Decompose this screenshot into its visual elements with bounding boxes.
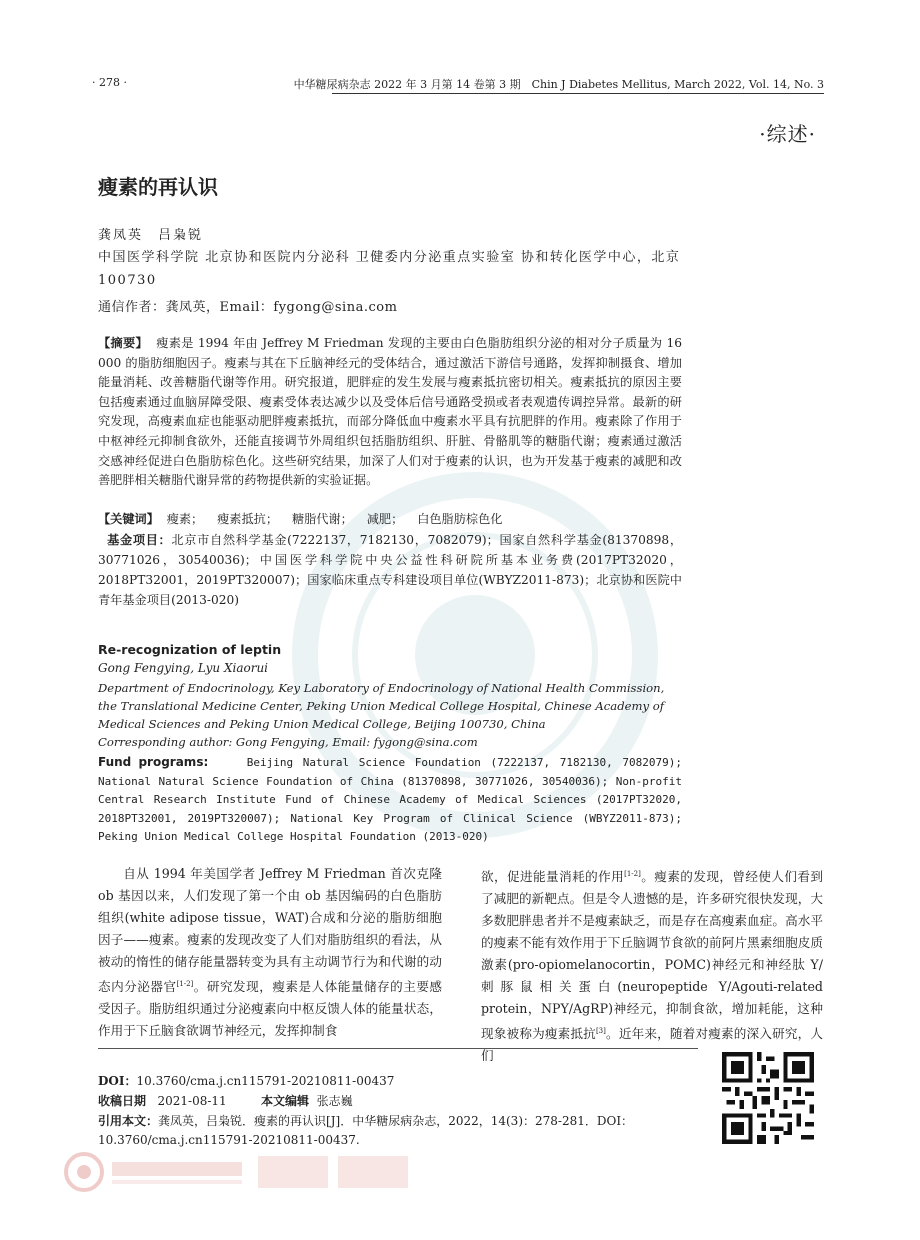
english-title: Re-recognization of leptin: [98, 642, 282, 657]
fund-programs: [98, 530, 682, 610]
journal-header: 中华糖尿病杂志 2022 年 3 月第 14 卷第 3 期 Chin J Diabetes Mellitus, March 2022, Vol. 14, No. 3: [293, 78, 824, 91]
abstract: [98, 334, 682, 491]
editor-name: 张志巍: [316, 1094, 353, 1108]
keywords-label: 【关键词】: [98, 512, 159, 526]
keyword-item: 瘦素；: [166, 512, 204, 526]
keywords: [98, 510, 682, 527]
body-text: 欲，促进能量消耗的作用: [481, 869, 625, 885]
authors: 龚凤英 吕枭锐: [98, 228, 204, 243]
received-label: 收稿日期: [98, 1094, 147, 1108]
header-rule: [332, 93, 824, 94]
keyword-item: 减肥；: [366, 512, 404, 526]
body-text: 。研究发现，瘦素是人体能量储存的主要感受因子。脂肪组织通过分泌瘦素向中枢反馈人体的能量状态，作用于下丘脑食欲调节神经元，发挥抑制食: [98, 979, 443, 1039]
section-tag: ·综述·: [759, 122, 816, 146]
english-authors: Gong Fengying, Lyu Xiaorui: [98, 661, 269, 675]
cite-label: 引用本文：: [98, 1114, 159, 1128]
fund-text: 北京市自然科学基金(7222137，7182130，7082079)；国家自然科学基金(81370898，30771026，30540036)；中国医学科学院中央公益性科研院所基本业务费(2017PT32020，2018PT32001，2019PT320007)；国家临床重点专科建设项目单位(WBYZ2011-873)；北京协和医院中青年基金项目(2013-020): [98, 533, 683, 607]
doi-label: DOI：: [98, 1074, 137, 1088]
keyword-item: 糖脂代谢；: [291, 512, 353, 526]
body-text: 自从 1994 年美国学者 Jeffrey M Friedman 首次克隆 ob 基因以来，人们发现了第一个由 ob 基因编码的白色脂肪组织(white adipose tissue，WAT)合成和分泌的脂肪细胞因子——瘦素。瘦素的发现改变了人们对脂肪组织的看法，从被动的惰性的储存能量器转变为具有主动调节行为和代谢的动态内分泌器官: [98, 866, 442, 995]
corresponding-author: 通信作者：龚凤英，Email：fygong@sina.com: [98, 300, 398, 315]
english-corresponding: Corresponding author: Gong Fengying, Email: fygong@sina.com: [98, 735, 478, 749]
fund-label: 基金项目：: [107, 533, 172, 547]
affiliation: 中国医学科学院 北京协和医院内分泌科 卫健委内分泌重点实验室 协和转化医学中心，北京 100730: [98, 250, 681, 288]
cite-text: 龚凤英，吕枭锐．瘦素的再认识[J]．中华糖尿病杂志，2022，14(3)：278-281．DOI：10.3760/cma.j.cn115791-20210811-00437.: [98, 1114, 634, 1147]
citation: [1-2]: [624, 870, 641, 878]
english-fund-label: Fund programs:: [98, 755, 209, 769]
english-fund: [98, 753, 682, 847]
english-affiliation: Department of Endocrinology, Key Laboratory of Endocrinology of National Health Commission, the Translational Medicine Center, Peking Union Medical College Hospital, Chinese Academy of Medical Sciences and Peking Union Medical College, Beijing 100730, China: [98, 681, 665, 731]
page-number: · 278 ·: [92, 76, 127, 89]
abstract-label: 【摘要】: [98, 336, 148, 350]
publisher-logo: [62, 1148, 422, 1196]
citation: [3]: [595, 1027, 606, 1036]
citation: [1-2]: [176, 980, 194, 988]
doi-value[interactable]: 10.3760/cma.j.cn115791-20210811-00437: [136, 1074, 395, 1088]
body-text: 。近年来，随着对瘦素的深入研究，人们: [481, 1026, 824, 1064]
english-fund-text: Beijing Natural Science Foundation (7222137, 7182130, 7082079); National Natural Science Foundation of China (81370898, 30771026, 30540036); Non-profit Central Research Institute Fund of Chinese Academy of Medical Sciences (2017PT32020, 2018PT32001, 2019PT320007); National Key Program of Clinical Science (WBYZ2011-873); Peking Union Medical College Hospital Foundation (2013-020): [98, 756, 682, 843]
citation-line: [98, 1112, 710, 1150]
body-paragraph: [481, 863, 823, 1067]
doi-line: [98, 1072, 710, 1091]
keyword-item: 瘦素抵抗；: [217, 512, 279, 526]
received-date: 2021-08-11: [157, 1094, 227, 1108]
editor-label: 本文编辑: [261, 1094, 310, 1108]
abstract-text: 瘦素是 1994 年由 Jeffrey M Friedman 发现的主要由白色脂肪组织分泌的相对分子质量为 16 000 的脂肪细胞因子。瘦素与其在下丘脑神经元的受体结合，通过激活下游信号通路，发挥抑制摄食、增加能量消耗、改善糖脂代谢等作用。研究报道，肥胖症的发生发展与瘦素抵抗密切相关。瘦素抵抗的原因主要包括瘦素通过血脑屏障受限、瘦素受体表达减少以及受体后信号通路受损或者表观遗传调控异常。最新的研究发现，高瘦素血症也能驱动肥胖瘦素抵抗，而部分降低血中瘦素水平具有抗肥胖的作用。瘦素除了作用于中枢神经元抑制食欲外，还能直接调节外周组织包括脂肪组织、肝脏、骨骼肌等的糖脂代谢；瘦素通过激活交感神经促进白色脂肪棕色化。这些研究结果，加深了人们对于瘦素的认识，也为开发基于瘦素的减肥和改善肥胖相关糖脂代谢异常的药物提供新的实验证据。: [98, 336, 683, 488]
footer-rule: [98, 1048, 698, 1049]
article-title: 瘦素的再认识: [98, 175, 218, 199]
keyword-item: 白色脂肪棕色化: [417, 512, 503, 526]
qr-code: [722, 1052, 814, 1144]
body-column-left: [98, 863, 442, 1042]
body-paragraph: [98, 863, 442, 1042]
body-column-right: [481, 863, 823, 1067]
received-line: [98, 1092, 710, 1111]
body-text: 。瘦素的发现，曾经使人们看到了减肥的新靶点。但是令人遗憾的是，许多研究很快发现，大多数肥胖患者并不是瘦素缺乏，而是存在高瘦素血症。高水平的瘦素不能有效作用于下丘脑调节食欲的前阿片黑素细胞皮质激素(pro-opiomelanocortin，POMC)神经元和神经肽 Y/刺豚鼠相关蛋白(neuropeptide Y/Agouti-related protein，NPY/AgRP)神经元，抑制食欲，增加耗能，这种现象被称为瘦素抵抗: [481, 869, 824, 1042]
